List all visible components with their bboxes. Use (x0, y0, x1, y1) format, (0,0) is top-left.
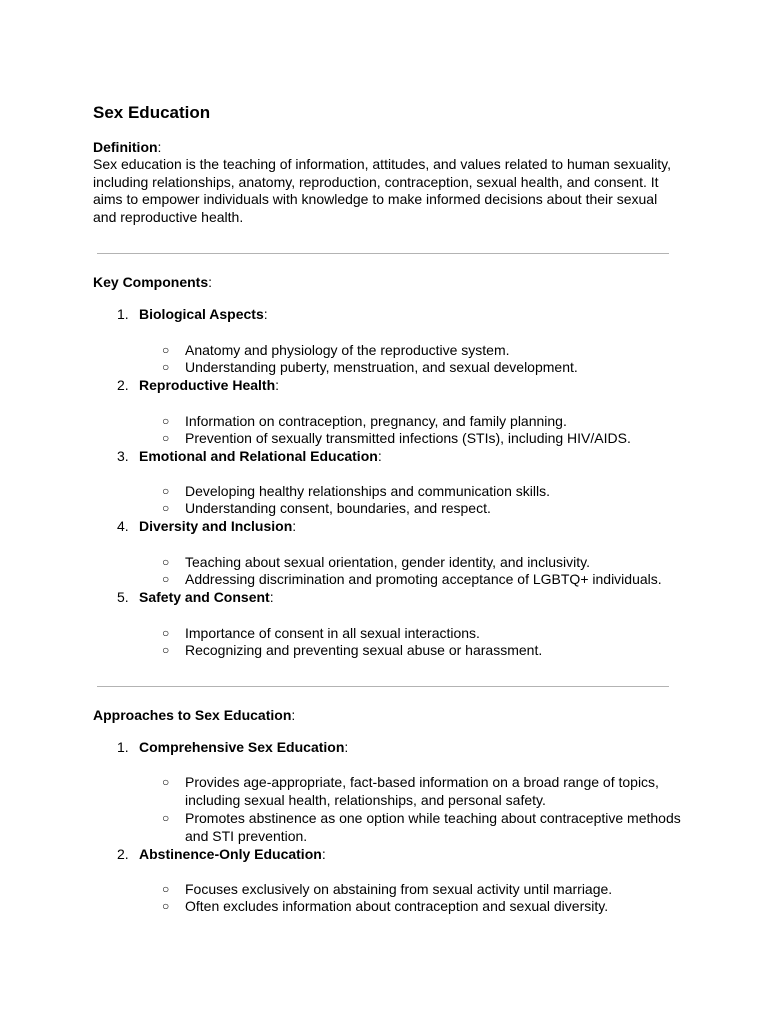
list-item: ○ Provides age-appropriate, fact-based information on a broad range of topics, including sexual health, relationships, and personal safety. (162, 774, 659, 808)
approaches-label: Approaches to Sex Education (93, 707, 292, 723)
list-item: ○ Often excludes information about contraception and sexual diversity. (162, 898, 609, 914)
key-components-heading: Key Components: (93, 274, 213, 290)
hollow-circle-bullet-icon: ○ (162, 360, 170, 374)
hollow-circle-bullet-icon: ○ (162, 572, 170, 586)
horizontal-rule (97, 253, 669, 254)
list-item-biological-aspects: 1. Biological Aspects: (117, 306, 268, 322)
list-item: ○ Information on contraception, pregnancy, and family planning. (162, 413, 567, 429)
list-number: 4. (117, 518, 129, 534)
list-item-safety-consent: 5. Safety and Consent: (117, 589, 274, 605)
page-title: Sex Education (93, 103, 211, 122)
list-number: 1. (117, 306, 129, 322)
list-item-comprehensive: 1. Comprehensive Sex Education: (117, 739, 349, 755)
list-item: ○ Promotes abstinence as one option while teaching about contraceptive methods and STI prevention. (162, 810, 681, 844)
list-item-label: Abstinence-Only Education (139, 846, 322, 862)
hollow-circle-bullet-icon: ○ (162, 555, 170, 569)
hollow-circle-bullet-icon: ○ (162, 811, 170, 825)
hollow-circle-bullet-icon: ○ (162, 882, 170, 896)
list-number: 5. (117, 589, 129, 605)
list-item-label: Comprehensive Sex Education (139, 739, 345, 755)
hollow-circle-bullet-icon: ○ (162, 431, 170, 445)
hollow-circle-bullet-icon: ○ (162, 775, 170, 789)
horizontal-rule (97, 686, 669, 687)
list-item-label: Safety and Consent (139, 589, 270, 605)
list-item: ○ Developing healthy relationships and communication skills. (162, 483, 550, 499)
list-item-abstinence-only: 2. Abstinence-Only Education: (117, 846, 326, 862)
list-item: ○ Importance of consent in all sexual interactions. (162, 625, 480, 641)
list-item: ○ Prevention of sexually transmitted infections (STIs), including HIV/AIDS. (162, 430, 631, 446)
definition-text: Sex education is the teaching of information, attitudes, and values related to human sexuality, including relationships, anatomy, reproduction, contraception, sexual health, and consent. It aims to empower individuals with knowledge to make informed decisions about their sexual and reproductive health. (93, 156, 671, 225)
definition-heading: Definition: (93, 139, 162, 155)
list-number: 2. (117, 377, 129, 393)
key-components-label: Key Components (93, 274, 209, 290)
hollow-circle-bullet-icon: ○ (162, 626, 170, 640)
list-item-label: Emotional and Relational Education (139, 448, 378, 464)
list-item: ○ Understanding consent, boundaries, and respect. (162, 500, 491, 516)
list-item: ○ Understanding puberty, menstruation, and sexual development. (162, 359, 578, 375)
list-item: ○ Addressing discrimination and promoting acceptance of LGBTQ+ individuals. (162, 571, 662, 587)
list-item: ○ Recognizing and preventing sexual abuse or harassment. (162, 642, 543, 658)
list-item: ○ Anatomy and physiology of the reproductive system. (162, 342, 510, 358)
list-item-label: Biological Aspects (139, 306, 264, 322)
list-item-label: Diversity and Inclusion (139, 518, 293, 534)
hollow-circle-bullet-icon: ○ (162, 484, 170, 498)
list-item-diversity-inclusion: 4. Diversity and Inclusion: (117, 518, 297, 534)
hollow-circle-bullet-icon: ○ (162, 643, 170, 657)
hollow-circle-bullet-icon: ○ (162, 501, 170, 515)
list-item: ○ Teaching about sexual orientation, gender identity, and inclusivity. (162, 554, 590, 570)
definition-label: Definition (93, 139, 158, 155)
hollow-circle-bullet-icon: ○ (162, 343, 170, 357)
list-item-label: Reproductive Health (139, 377, 276, 393)
approaches-heading: Approaches to Sex Education: (93, 707, 296, 723)
list-number: 3. (117, 448, 129, 464)
list-item-reproductive-health: 2. Reproductive Health: (117, 377, 280, 393)
list-item-emotional-relational: 3. Emotional and Relational Education: (117, 448, 382, 464)
list-item: ○ Focuses exclusively on abstaining from sexual activity until marriage. (162, 881, 613, 897)
hollow-circle-bullet-icon: ○ (162, 414, 170, 428)
list-number: 2. (117, 846, 129, 862)
hollow-circle-bullet-icon: ○ (162, 899, 170, 913)
list-number: 1. (117, 739, 129, 755)
